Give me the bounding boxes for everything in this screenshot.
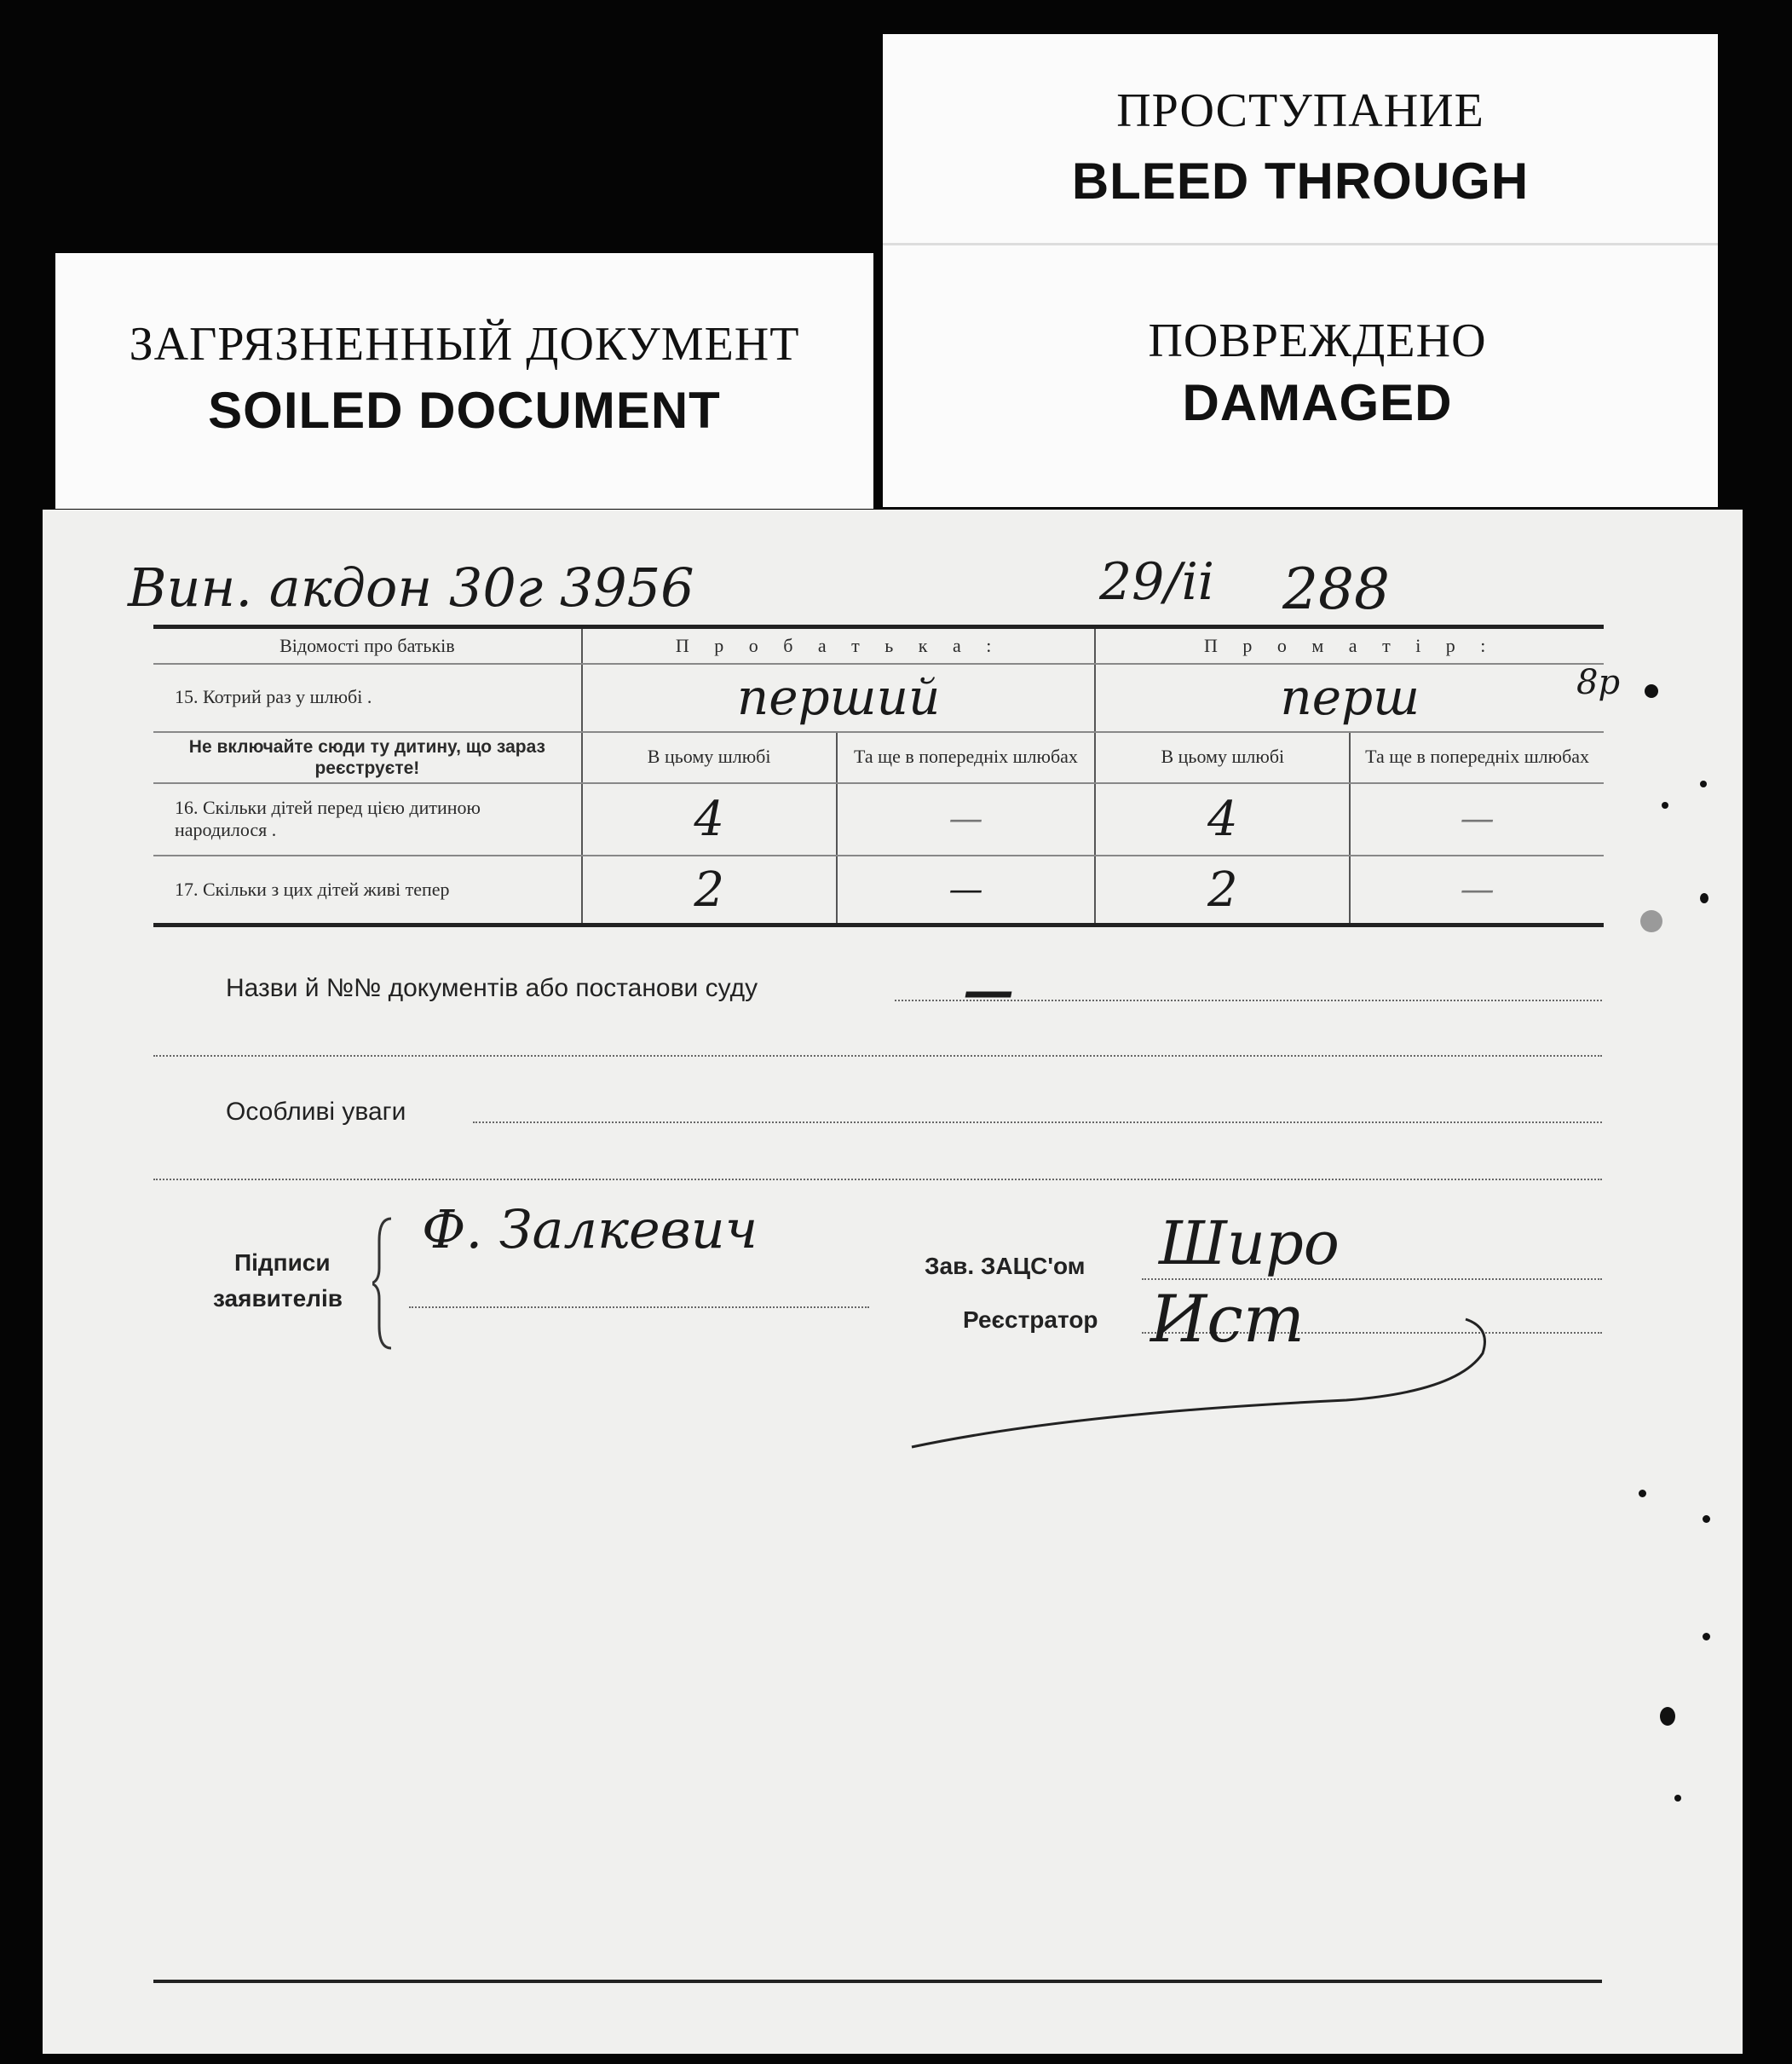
- row-15-mother: [1095, 664, 1604, 732]
- documents-label: Назви й №№ документів або постанови суду: [226, 974, 758, 1002]
- punch-hole: [1660, 1707, 1675, 1726]
- documents-line-2: [153, 1055, 1602, 1057]
- mother-children-prev: —: [1460, 799, 1495, 839]
- table-subheader-row: [153, 732, 1604, 783]
- documents-value: —: [963, 961, 1014, 1021]
- table-row-16: [153, 783, 1604, 856]
- row-15-label: 15. Котрий раз у шлюбі .: [153, 664, 582, 732]
- mother-alive-this: 2: [1207, 862, 1238, 918]
- header-handwritten-number: 288: [1282, 556, 1390, 622]
- subheader-mother-this: В цьому шлюбі: [1095, 732, 1350, 783]
- father-children-prev: —: [948, 799, 983, 839]
- punch-hole: [1645, 684, 1658, 698]
- registrar-label: Реєстратор: [963, 1306, 1098, 1333]
- father-children-this: 4: [694, 791, 724, 847]
- header-father: П р о б а т ь к а :: [582, 627, 1096, 664]
- father-alive-this: 2: [694, 862, 724, 918]
- head-label: Зав. ЗАЦС'ом: [925, 1253, 1086, 1279]
- mother-children-this: 4: [1207, 791, 1238, 847]
- notes-line: [473, 1121, 1602, 1123]
- punch-hole: [1674, 1795, 1681, 1802]
- table-row-17: [153, 856, 1604, 925]
- notes-line-2: [153, 1179, 1602, 1180]
- punch-hole: [1640, 910, 1662, 932]
- subheader-father-this: В цьому шлюбі: [582, 732, 837, 783]
- parents-info-table: [153, 625, 1604, 927]
- row-16-label: 16. Скільки дітей перед цією дитиною народилося .: [153, 783, 582, 856]
- punch-hole: [1662, 802, 1668, 809]
- header-mother: П р о м а т і р :: [1095, 627, 1604, 664]
- applicant-line-1: [409, 1306, 869, 1308]
- row-17-label: 17. Скільки з цих дітей живі тепер: [153, 856, 582, 925]
- applicants-brace: [372, 1215, 398, 1352]
- damaged-ru: ПОВРЕЖДЕНО: [1148, 314, 1487, 367]
- header-handwritten-date: 29/ii: [1099, 552, 1214, 612]
- bleed-through-en: BLEED THROUGH: [1071, 153, 1530, 210]
- header-handwritten-note: Вин. акдон 30г 3956: [128, 556, 694, 619]
- applicants-label-1: Підписи: [234, 1249, 331, 1276]
- soiled-document-card: [55, 253, 873, 509]
- father-alive-prev: —: [948, 870, 983, 910]
- table-header-row: [153, 627, 1604, 664]
- applicant-signature: Ф. Залкевич: [422, 1198, 758, 1260]
- soiled-document-ru: ЗАГРЯЗНЕННЫЙ ДОКУМЕНТ: [129, 318, 800, 371]
- bottom-rule: [153, 1980, 1602, 1983]
- subheader-father-prev: Та ще в попередніх шлюбах: [837, 732, 1096, 783]
- bleed-through-ru: ПРОСТУПАНИЕ: [1116, 84, 1484, 137]
- header-parents-info: Відомості про батьків: [153, 627, 582, 664]
- punch-hole: [1639, 1490, 1646, 1497]
- registrar-flourish: [903, 1302, 1500, 1456]
- father-marriage-count: перший: [736, 667, 941, 726]
- page-number: 8р: [1576, 663, 1621, 702]
- table-row-15: [153, 664, 1604, 732]
- damaged-en: DAMAGED: [1182, 374, 1453, 431]
- punch-hole: [1703, 1633, 1710, 1640]
- applicants-label-2: заявителів: [213, 1285, 343, 1312]
- mother-marriage-count: перш: [1280, 667, 1420, 726]
- damaged-card: [883, 243, 1718, 507]
- registrar-signature: Ист: [1150, 1281, 1305, 1357]
- soiled-document-en: SOILED DOCUMENT: [208, 382, 721, 439]
- subheader-note: Не включайте сюди ту дитину, що зараз реєструєте!: [153, 732, 582, 783]
- punch-hole: [1703, 1515, 1710, 1523]
- record-sheet: [43, 510, 1743, 2054]
- head-signature: Широ: [1159, 1208, 1340, 1278]
- punch-hole: [1700, 781, 1707, 787]
- head-line: [1142, 1278, 1602, 1280]
- mother-alive-prev: —: [1460, 870, 1495, 910]
- punch-hole: [1700, 893, 1708, 903]
- subheader-mother-prev: Та ще в попередніх шлюбах: [1350, 732, 1604, 783]
- notes-label: Особливі уваги: [226, 1098, 406, 1126]
- row-15-father: [582, 664, 1096, 732]
- bleed-through-card: [883, 34, 1718, 251]
